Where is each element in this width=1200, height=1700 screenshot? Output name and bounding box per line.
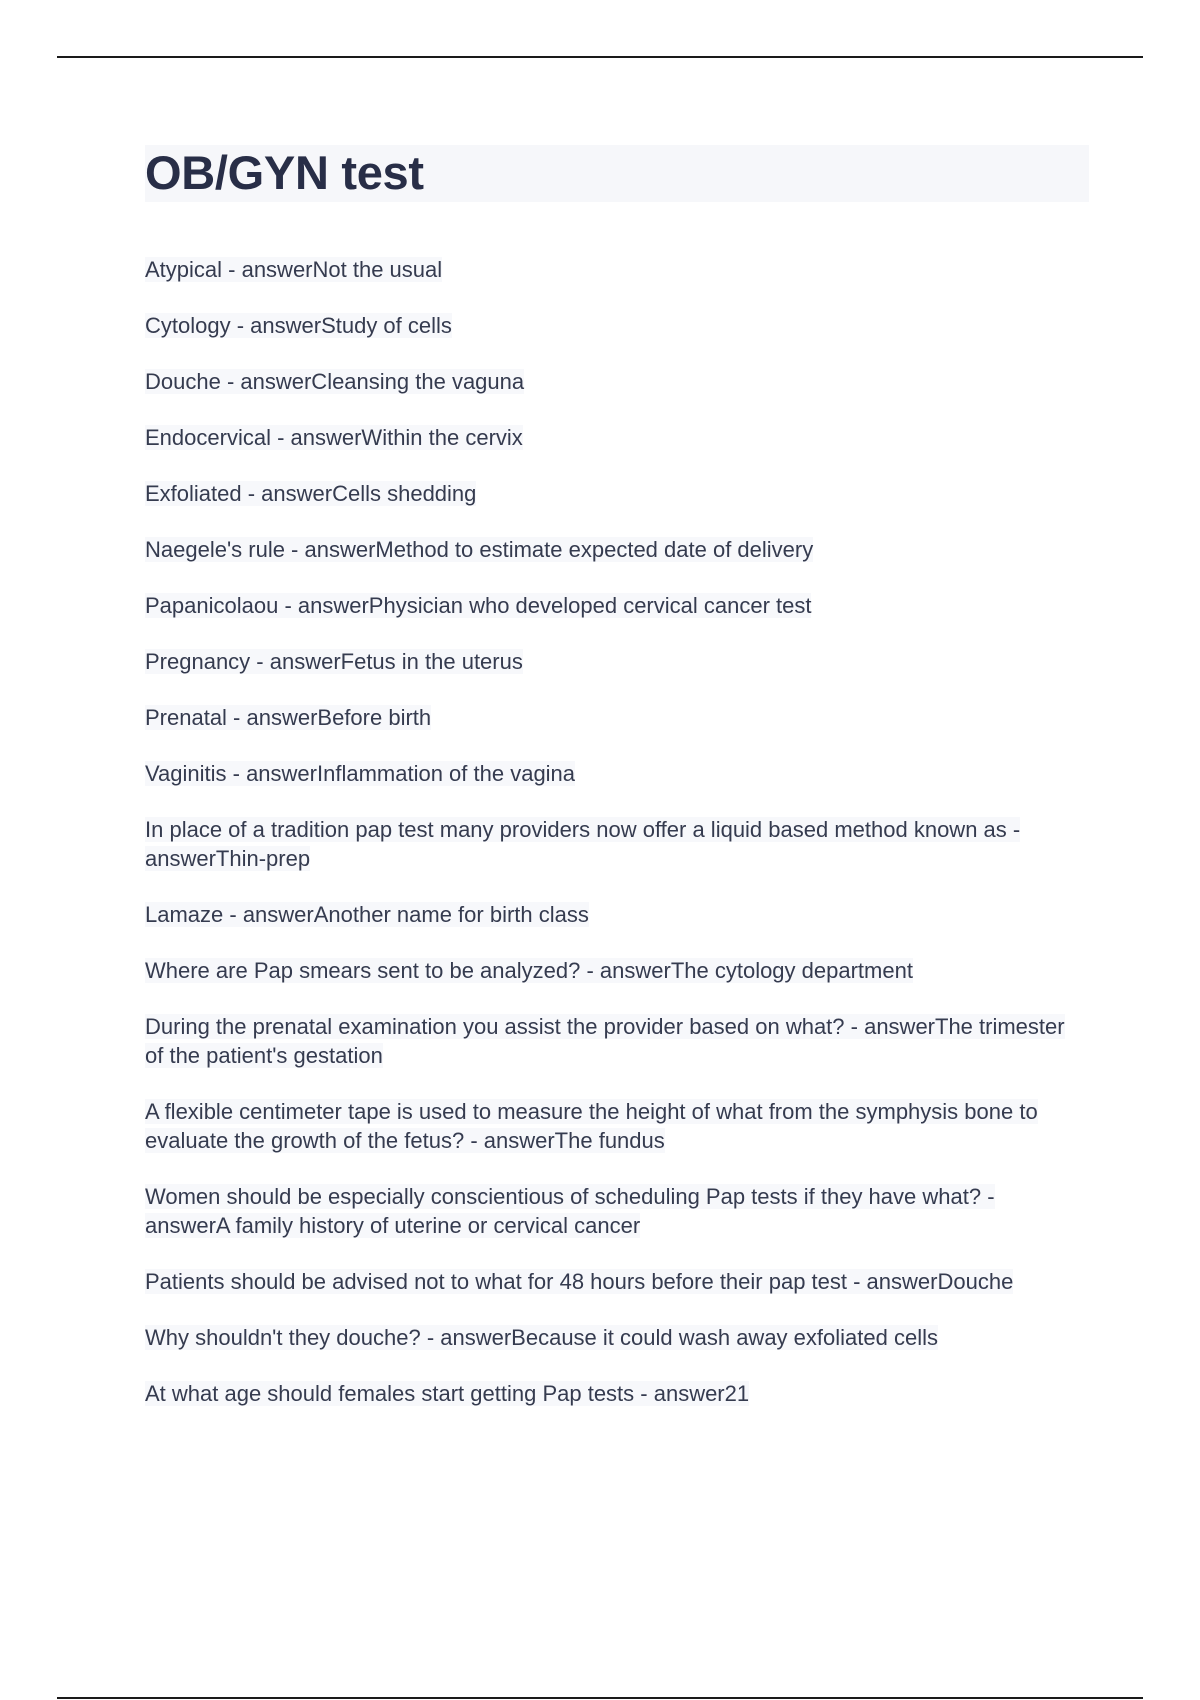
qa-entry bbox=[145, 367, 1085, 396]
qa-entry-text: Prenatal - answerBefore birth bbox=[145, 705, 432, 730]
qa-entry bbox=[145, 1323, 1085, 1352]
qa-entry bbox=[145, 1267, 1085, 1296]
qa-entry-text: At what age should females start getting Pap tests - answer21 bbox=[145, 1381, 750, 1406]
qa-entry-text: Women should be especially conscientious of scheduling Pap tests if they have what? - answerA family history of uterine or cervical cancer bbox=[145, 1184, 995, 1238]
qa-entry-text: Naegele's rule - answerMethod to estimate expected date of delivery bbox=[145, 537, 814, 562]
qa-entry-text: Why shouldn't they douche? - answerBecause it could wash away exfoliated cells bbox=[145, 1325, 938, 1350]
bottom-rule bbox=[57, 1697, 1143, 1699]
qa-entry-text: Pregnancy - answerFetus in the uterus bbox=[145, 649, 523, 674]
qa-entry-text: Atypical - answerNot the usual bbox=[145, 257, 443, 282]
qa-entry-text: Patients should be advised not to what for 48 hours before their pap test - answerDouche bbox=[145, 1269, 1014, 1294]
qa-entry bbox=[145, 1097, 1085, 1155]
qa-entry bbox=[145, 900, 1085, 929]
qa-entry bbox=[145, 255, 1085, 284]
qa-entry-text: Douche - answerCleansing the vaguna bbox=[145, 369, 525, 394]
qa-entry-text: Endocervical - answerWithin the cervix bbox=[145, 425, 523, 450]
qa-entry-text: A flexible centimeter tape is used to measure the height of what from the symphysis bone to evaluate the growth of the fetus? - answerThe fundus bbox=[145, 1099, 1038, 1153]
qa-entry bbox=[145, 1379, 1085, 1408]
qa-entry bbox=[145, 815, 1085, 873]
qa-entry-text: Where are Pap smears sent to be analyzed? - answerThe cytology department bbox=[145, 958, 913, 983]
page-title: OB/GYN test bbox=[145, 146, 424, 199]
qa-entry-text: Papanicolaou - answerPhysician who developed cervical cancer test bbox=[145, 593, 812, 618]
qa-entry-text: During the prenatal examination you assist the provider based on what? - answerThe trimester of the patient's gestation bbox=[145, 1014, 1065, 1068]
qa-entry-text: Exfoliated - answerCells shedding bbox=[145, 481, 477, 506]
qa-entry-text: Vaginitis - answerInflammation of the vagina bbox=[145, 761, 576, 786]
qa-entry bbox=[145, 479, 1085, 508]
qa-entry bbox=[145, 311, 1085, 340]
qa-entry bbox=[145, 1012, 1085, 1070]
top-rule bbox=[57, 56, 1143, 58]
qa-entry-text: Cytology - answerStudy of cells bbox=[145, 313, 452, 338]
qa-entry bbox=[145, 535, 1085, 564]
qa-entry bbox=[145, 956, 1085, 985]
qa-entry bbox=[145, 591, 1085, 620]
qa-entry-text: In place of a tradition pap test many providers now offer a liquid based method known as - answerThin-prep bbox=[145, 817, 1021, 871]
qa-list bbox=[145, 255, 1085, 1435]
qa-entry bbox=[145, 423, 1085, 452]
qa-entry bbox=[145, 703, 1085, 732]
qa-entry bbox=[145, 647, 1085, 676]
qa-entry bbox=[145, 759, 1085, 788]
qa-entry bbox=[145, 1182, 1085, 1240]
qa-entry-text: Lamaze - answerAnother name for birth class bbox=[145, 902, 589, 927]
